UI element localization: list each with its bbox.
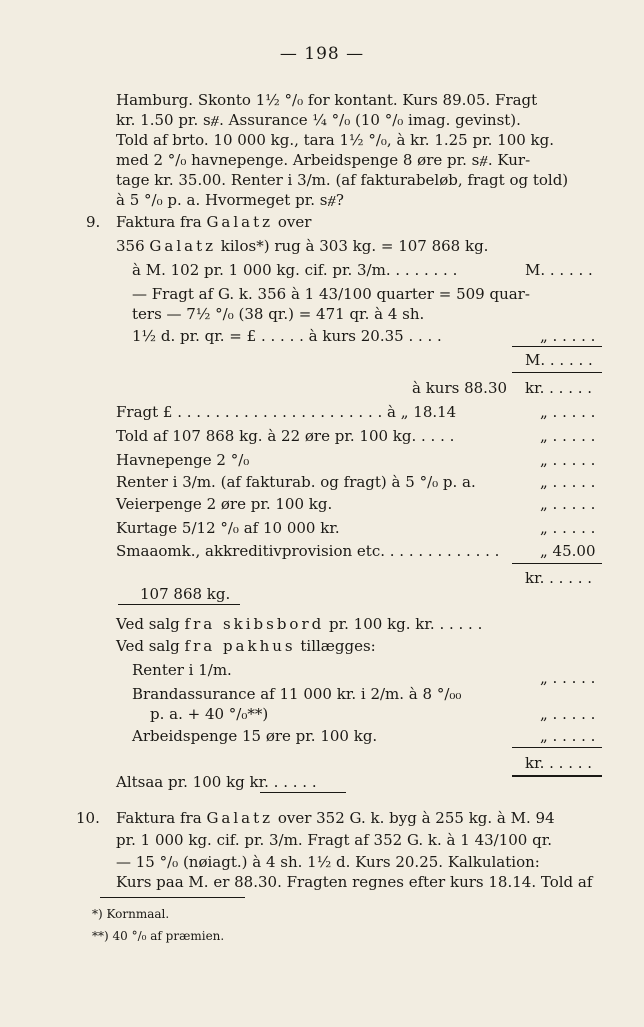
exercise-line: — 15 °/₀ (nøiagt.) à 4 sh. 1½ d. Kurs 20.25. Kalkulation: (116, 853, 540, 871)
cost-row: Arbeidspenge 15 øre pr. 100 kg. (132, 727, 378, 745)
sale-line (116, 614, 482, 634)
amount-cell: „ . . . . . (540, 327, 596, 345)
sum-rule (512, 747, 602, 748)
amount-cell: „ . . . . . (540, 669, 596, 687)
text: Faktura fra (116, 809, 207, 827)
intro-line: Hamburg. Skonto 1½ °/₀ for kontant. Kurs 89.05. Fragt (116, 91, 538, 109)
exercise-title (116, 212, 311, 232)
sum-rule (512, 372, 602, 373)
page-number: — 198 — (279, 44, 365, 64)
intro-line: med 2 °/₀ havnepenge. Arbeidspenge 8 øre pr. s⧣. Kur- (116, 151, 531, 169)
text: over 352 G. k. byg à 255 kg. à M. 94 (273, 809, 555, 827)
text: pr. 100 kg. kr. . . . . . (324, 615, 483, 633)
amount-cell: „ . . . . . (540, 403, 596, 421)
exercise-line: Kurs paa M. er 88.30. Fragten regnes efter kurs 18.14. Told af (116, 873, 593, 891)
weight-rule (118, 604, 240, 605)
amount-cell: kr. . . . . . (525, 379, 593, 397)
sum-rule (512, 563, 602, 564)
amount-cell: „ . . . . . (540, 519, 596, 537)
cost-row: p. a. + 40 °/₀**) (150, 705, 269, 723)
text: tillægges: (295, 637, 376, 655)
title-spaced: Galatz (206, 213, 274, 231)
invoice-line: à M. 102 pr. 1 000 kg. cif. pr. 3/m. . . . . . . . (132, 261, 458, 279)
cost-row: Havnepenge 2 °/₀ (116, 451, 250, 469)
text: Ved salg (116, 637, 185, 655)
freight-line: ters — 7½ °/₀ (38 qr.) = 471 qr. à 4 sh. (132, 305, 425, 323)
sum-rule (512, 346, 602, 347)
amount-cell: „ . . . . . (540, 495, 596, 513)
cost-row: Told af 107 868 kg. à 22 øre pr. 100 kg. . . . . (116, 427, 455, 445)
exercise-number: 10. (76, 809, 100, 827)
footnote: *) Kornmaal. (92, 907, 170, 921)
cost-row: Fragt £ . . . . . . . . . . . . . . . . . . . . . . à „ 18.14 (116, 403, 457, 421)
exercise-line: pr. 1 000 kg. cif. pr. 3/m. Fragt af 352 G. k. à 1 43/100 qr. (116, 831, 553, 849)
cost-row: Smaaomk., akkreditivprovision etc. . . . . . . . . . . . . (116, 542, 500, 560)
final-underline (260, 792, 346, 793)
footnote-rule (100, 897, 245, 898)
double-rule (512, 775, 602, 777)
text: kilos*) rug à 303 kg. = 107 868 kg. (216, 237, 489, 255)
amount-cell: „ . . . . . (540, 451, 596, 469)
title-text: over (273, 213, 312, 231)
sale-line (116, 636, 376, 656)
cost-row: Renter i 1/m. (132, 661, 232, 679)
footnote: **) 40 °/₀ af præmien. (92, 929, 225, 943)
intro-line: Told af brto. 10 000 kg., tara 1½ °/₀, à kr. 1.25 pr. 100 kg. (116, 131, 555, 149)
text-spaced: fra pakhus (184, 637, 296, 655)
amount-cell: „ . . . . . (540, 727, 596, 745)
text-spaced: Galatz (149, 237, 217, 255)
text-spaced: fra skibsbord (184, 615, 325, 633)
cost-row: Renter i 3/m. (af fakturab. og fragt) à 5 °/₀ p. a. (116, 473, 476, 491)
text: Ved salg (116, 615, 185, 633)
amount-cell: M. . . . . . (525, 261, 593, 279)
invoice-line (116, 236, 488, 256)
amount-cell: „ . . . . . (540, 473, 596, 491)
amount-cell: „ . . . . . (540, 705, 596, 723)
freight-line: — Fragt af G. k. 356 à 1 43/100 quarter = 509 quar- (132, 285, 530, 303)
text-spaced: Galatz (206, 809, 274, 827)
amount-cell: „ . . . . . (540, 427, 596, 445)
cost-row: Kurtage 5/12 °/₀ af 10 000 kr. (116, 519, 340, 537)
weight-value: 107 868 kg. (140, 585, 231, 603)
freight-line: 1½ d. pr. qr. = £ . . . . . à kurs 20.35 . . . . (132, 327, 442, 345)
intro-line: tage kr. 35.00. Renter i 3/m. (af fakturabeløb, fragt og told) (116, 171, 569, 189)
amount-cell: „ 45.00 (540, 542, 596, 560)
exercise-line (116, 808, 555, 828)
amount-cell: kr. . . . . . (525, 754, 593, 772)
cost-row: Brandassurance af 11 000 kr. i 2/m. à 8 °/₀₀ (132, 685, 462, 703)
text: 356 (116, 237, 150, 255)
amount-cell: M. . . . . . (525, 351, 593, 369)
intro-line: à 5 °/₀ p. a. Hvormeget pr. s⧣? (116, 191, 344, 209)
exchange-label: à kurs 88.30 (412, 379, 508, 397)
exercise-number: 9. (86, 213, 101, 231)
final-line: Altsaa pr. 100 kg kr. . . . . . (116, 773, 317, 791)
intro-line: kr. 1.50 pr. s⧣. Assurance ¼ °/₀ (10 °/₀ imag. gevinst). (116, 111, 521, 129)
amount-cell: kr. . . . . . (525, 569, 593, 587)
title-text: Faktura fra (116, 213, 207, 231)
cost-row: Veierpenge 2 øre pr. 100 kg. (116, 495, 333, 513)
